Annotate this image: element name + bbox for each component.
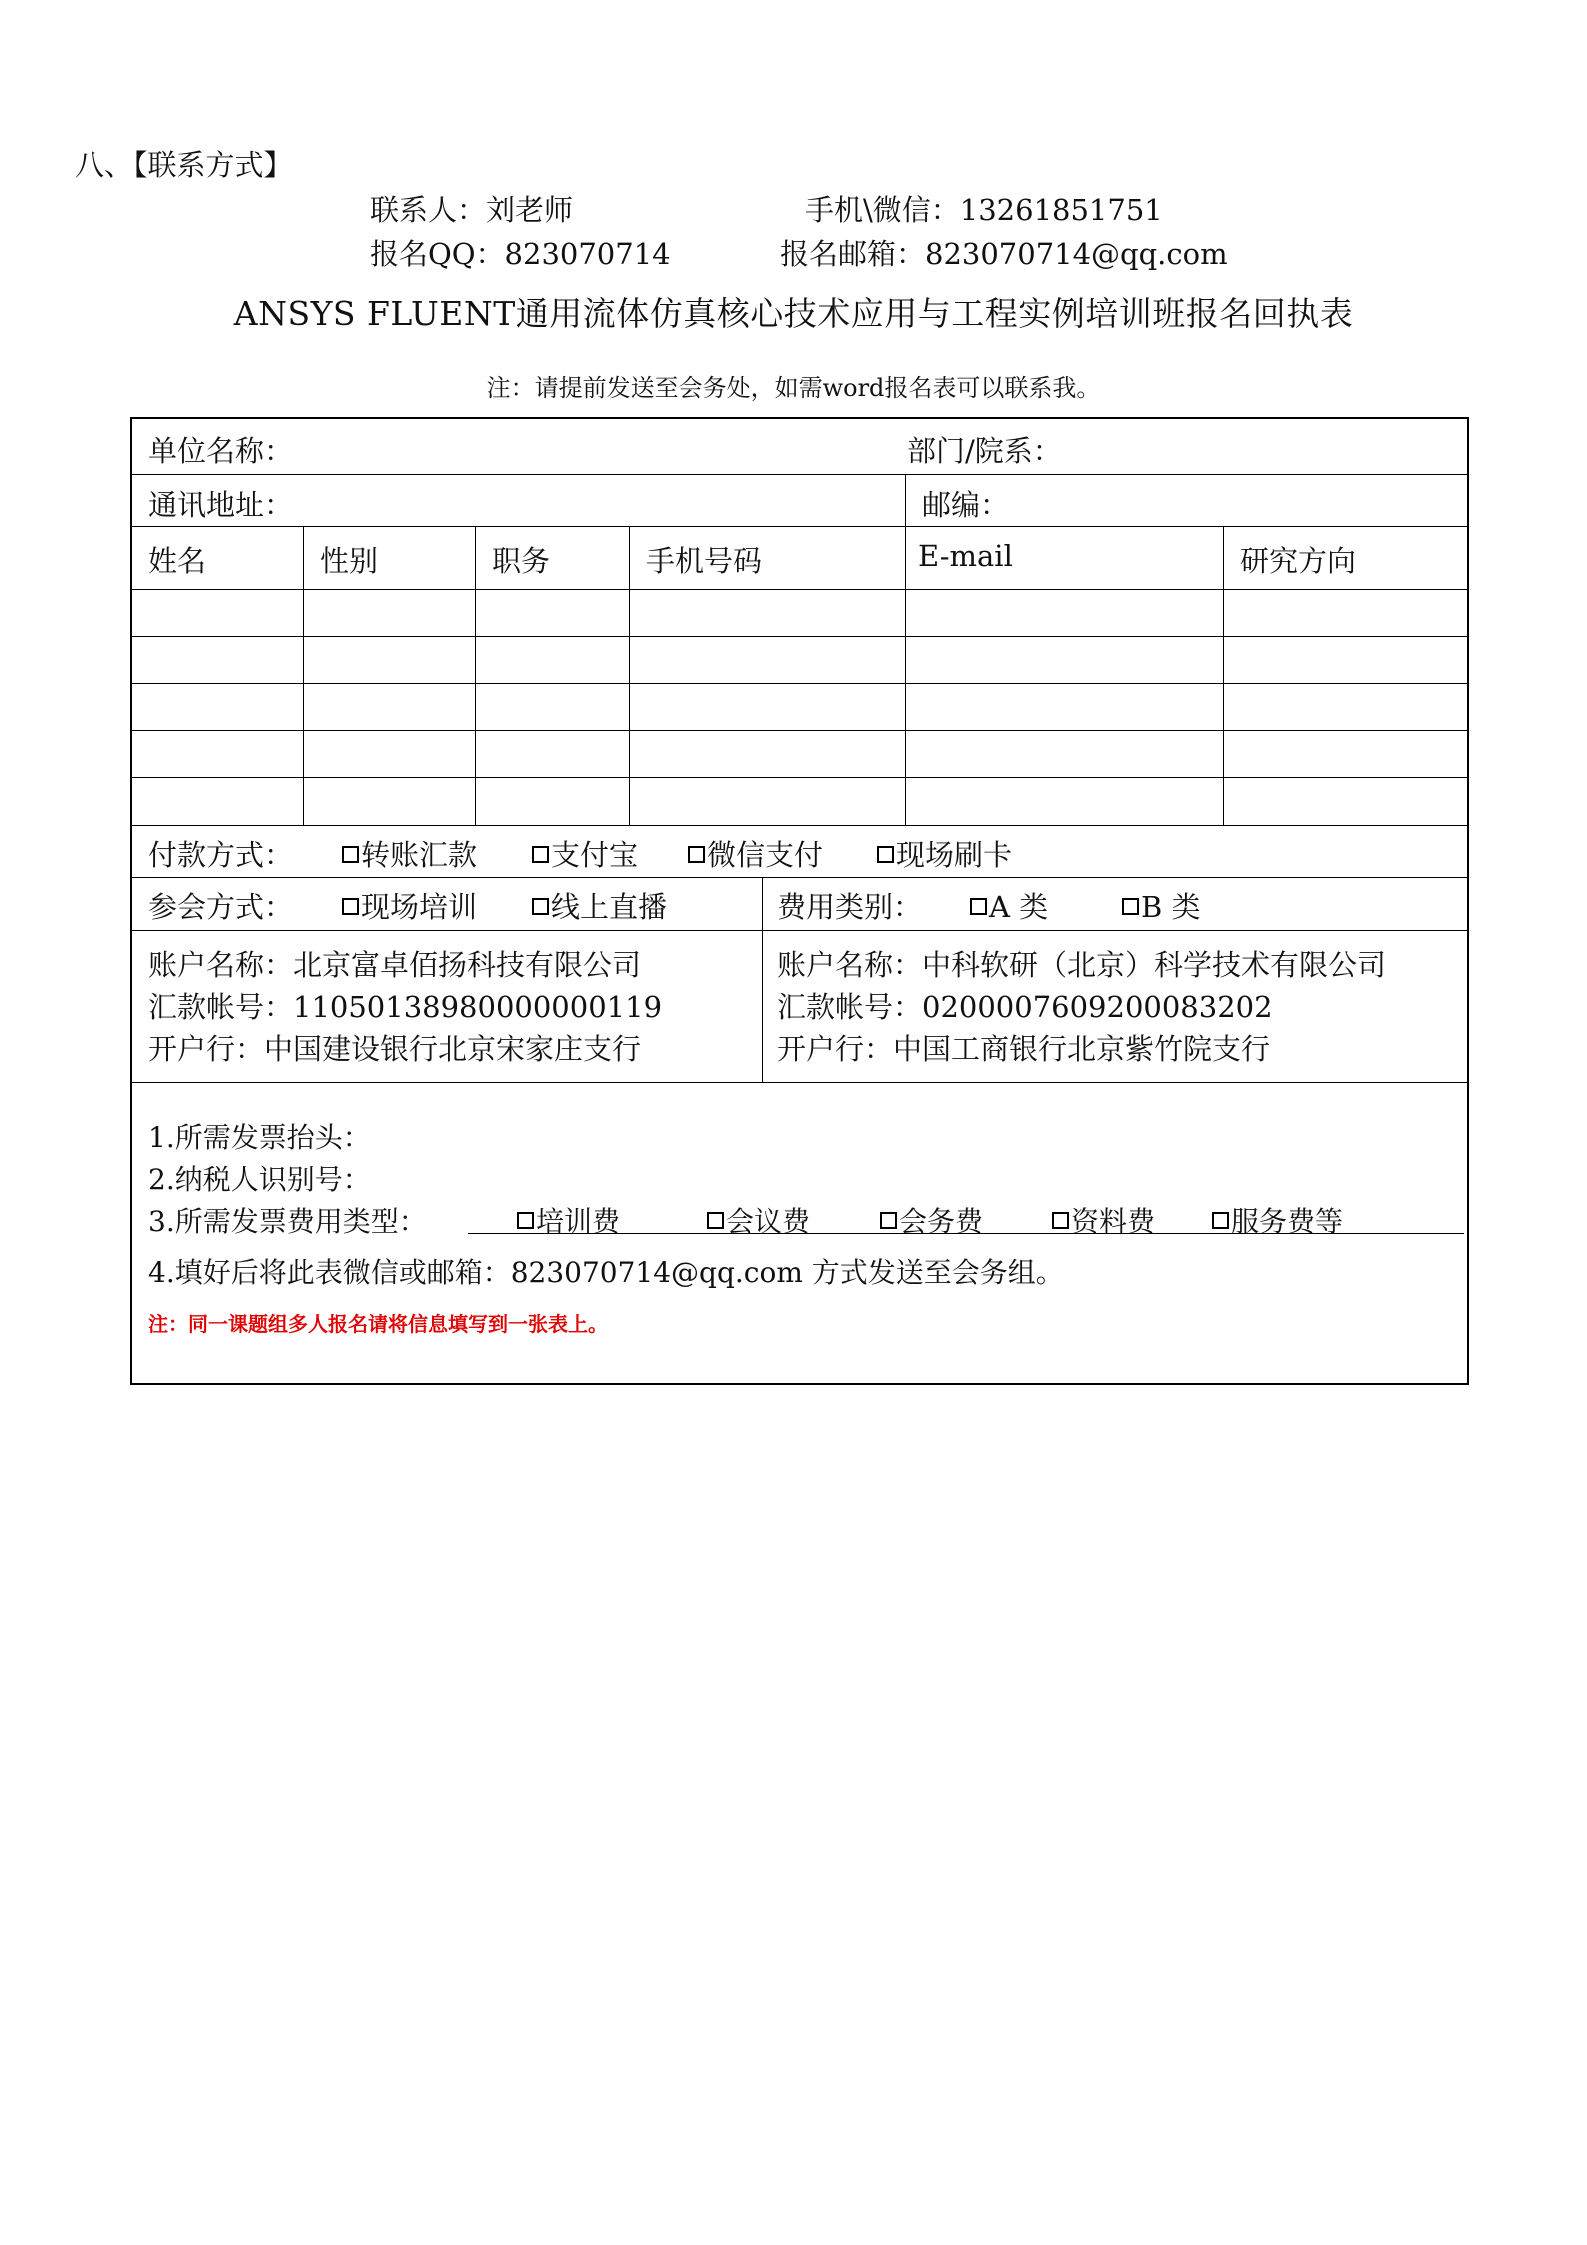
checkbox-icon[interactable]: [517, 1212, 534, 1229]
fee-option-a[interactable]: A 类: [970, 885, 1048, 926]
invoice-option-materials[interactable]: 资料费: [1052, 1200, 1155, 1240]
attendance-option-online[interactable]: 线上直播: [532, 885, 667, 926]
payment-option-transfer[interactable]: 转账汇款: [342, 833, 477, 874]
checkbox-icon[interactable]: [342, 846, 359, 863]
registration-form: [130, 417, 1469, 1385]
invoice-title-label: 1.所需发票抬头：: [148, 1121, 371, 1154]
checkbox-icon[interactable]: [1052, 1212, 1069, 1229]
fee-type-label: 费用类别：: [777, 890, 923, 924]
checkbox-icon[interactable]: [877, 846, 894, 863]
payment-option-wechat[interactable]: 微信支付: [688, 833, 823, 874]
checkbox-icon[interactable]: [688, 846, 705, 863]
row-divider: [132, 526, 1467, 527]
checkbox-icon[interactable]: [532, 898, 549, 915]
tax-id-label: 2.纳税人识别号：: [148, 1163, 371, 1196]
row-divider: [132, 474, 1467, 475]
zip-label: 邮编：: [922, 488, 1010, 522]
col-header-gender: 性别: [320, 544, 379, 578]
col-divider: [905, 474, 906, 526]
row-divider: [132, 825, 1467, 826]
checkbox-icon[interactable]: [970, 898, 987, 915]
payment-option-card[interactable]: 现场刷卡: [877, 833, 1012, 874]
table-row[interactable]: [132, 636, 1467, 683]
row-divider: [132, 930, 1467, 931]
attendance-option-onsite[interactable]: 现场培训: [342, 885, 477, 926]
col-header-research: 研究方向: [1240, 544, 1357, 578]
checkbox-icon[interactable]: [1212, 1212, 1229, 1229]
payment-label: 付款方式：: [148, 838, 294, 872]
col-divider: [762, 877, 763, 1082]
org-name-label: 单位名称：: [148, 434, 294, 468]
address-label: 通讯地址：: [148, 488, 294, 522]
attendance-label: 参会方式：: [148, 890, 294, 924]
contact-person: 联系人：刘老师: [370, 193, 574, 227]
dept-label: 部门/院系：: [907, 434, 1062, 468]
account-b-name: 账户名称：中科软研（北京）科学技术有限公司: [777, 948, 1387, 982]
col-header-name: 姓名: [148, 544, 207, 578]
account-b-number: 汇款帐号：0200007609200083202: [777, 990, 1273, 1024]
page-title: ANSYS FLUENT通用流体仿真核心技术应用与工程实例培训班报名回执表: [233, 294, 1354, 333]
payment-option-alipay[interactable]: 支付宝: [532, 833, 638, 874]
submission-note: 注：请提前发送至会务处，如需word报名表可以联系我。: [486, 374, 1101, 402]
checkbox-icon[interactable]: [707, 1212, 724, 1229]
col-header-phone: 手机号码: [646, 544, 763, 578]
row-divider: [132, 1082, 1467, 1083]
checkbox-icon[interactable]: [342, 898, 359, 915]
contact-email: 报名邮箱：823070714@qq.com: [780, 237, 1228, 271]
checkbox-icon[interactable]: [532, 846, 549, 863]
invoice-option-conference[interactable]: 会务费: [880, 1200, 983, 1240]
checkbox-icon[interactable]: [1122, 898, 1139, 915]
invoice-option-training[interactable]: 培训费: [517, 1200, 620, 1240]
account-a-number: 汇款帐号：11050138980000000119: [148, 990, 663, 1024]
account-b-bank: 开户行：中国工商银行北京紫竹院支行: [777, 1032, 1271, 1066]
table-row[interactable]: [132, 683, 1467, 730]
col-header-email: E-mail: [918, 539, 1013, 573]
section-heading: 八、【联系方式】: [75, 148, 293, 182]
table-row[interactable]: [132, 589, 1467, 636]
send-instruction: 4.填好后将此表微信或邮箱：823070714@qq.com 方式发送至会务组。: [148, 1256, 1064, 1289]
invoice-option-meeting[interactable]: 会议费: [707, 1200, 810, 1240]
account-a-name: 账户名称：北京富卓佰扬科技有限公司: [148, 948, 642, 982]
col-header-title: 职务: [492, 544, 551, 578]
group-registration-warning: 注：同一课题组多人报名请将信息填写到一张表上。: [148, 1312, 608, 1336]
contact-phone: 手机\微信：13261851751: [805, 193, 1163, 227]
invoice-type-label: 3.所需发票费用类型：: [148, 1205, 427, 1238]
invoice-option-services[interactable]: 服务费等: [1212, 1200, 1343, 1240]
row-divider: [132, 877, 1467, 878]
contact-qq: 报名QQ：823070714: [370, 237, 671, 271]
account-a-bank: 开户行：中国建设银行北京宋家庄支行: [148, 1032, 642, 1066]
table-row[interactable]: [132, 730, 1467, 777]
table-row[interactable]: [132, 777, 1467, 825]
checkbox-icon[interactable]: [880, 1212, 897, 1229]
fee-option-b[interactable]: B 类: [1122, 885, 1201, 926]
